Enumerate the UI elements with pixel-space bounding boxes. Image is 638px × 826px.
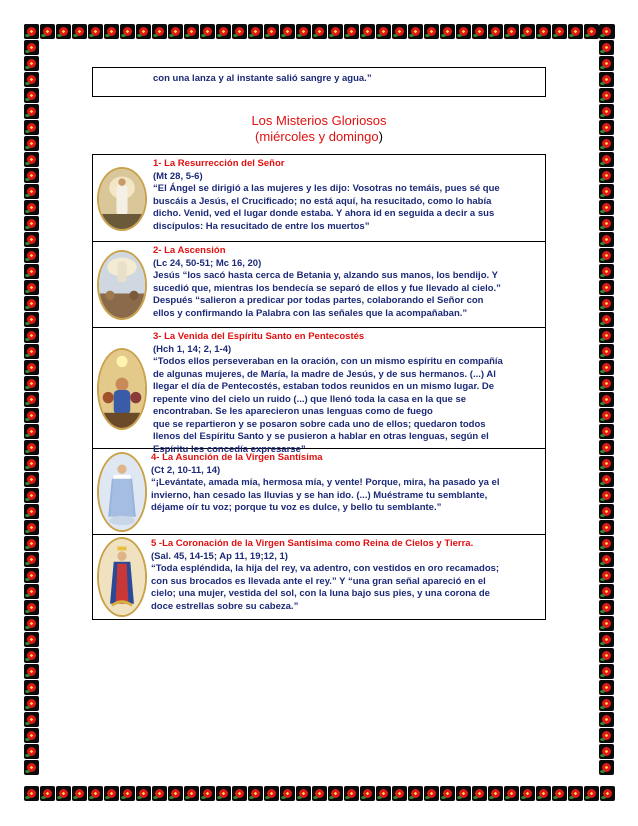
flower-tile	[168, 24, 183, 39]
flower-tile	[232, 786, 247, 801]
flower-tile	[152, 786, 167, 801]
mystery-line: “¡Levántate, amada mía, hermosa mía, y vente! Porque, mira, ha pasado ya el	[151, 477, 500, 488]
mystery-title-4: 4- La Asunción de la Virgen Santísima	[151, 452, 323, 463]
mystery-line: sucedió que, mientras los bendecía se separó de ellos y fue llevado al cielo.”	[153, 282, 501, 294]
mystery-line: Espíritu les concedía expresarse”	[153, 443, 306, 455]
section-heading	[92, 113, 546, 145]
flower-tile	[152, 24, 167, 39]
flower-tile	[456, 24, 471, 39]
flower-tile	[360, 24, 375, 39]
flower-tile	[216, 786, 231, 801]
section-title: Los Misterios Gloriosos	[251, 113, 387, 128]
flower-tile	[599, 104, 614, 119]
flower-tile	[24, 248, 39, 263]
flower-tile	[599, 584, 614, 599]
flower-tile	[599, 328, 614, 343]
flower-tile	[24, 24, 39, 39]
flower-tile	[24, 616, 39, 631]
flower-tile	[216, 24, 231, 39]
flower-tile	[248, 24, 263, 39]
flower-tile	[24, 568, 39, 583]
mystery-line: dicho. Venid, ved el lugar donde estaba. Y ahora id en seguida a decir a sus	[153, 208, 495, 219]
flower-tile	[24, 184, 39, 199]
flower-tile	[88, 24, 103, 39]
flower-tile	[24, 200, 39, 215]
flower-tile	[312, 786, 327, 801]
flower-tile	[24, 504, 39, 519]
flower-tile	[599, 696, 614, 711]
flower-tile	[24, 232, 39, 247]
flower-tile	[24, 360, 39, 375]
flower-tile	[599, 248, 614, 263]
flower-tile	[599, 344, 614, 359]
flower-tile	[600, 786, 615, 801]
flower-tile	[599, 136, 614, 151]
flower-tile	[424, 786, 439, 801]
flower-tile	[328, 24, 343, 39]
right-flower-border	[599, 24, 615, 775]
flower-tile	[24, 136, 39, 151]
flower-tile	[24, 584, 39, 599]
flower-tile	[599, 568, 614, 583]
mystery-line: buscáis a Jesús, el Crucificado; no está aquí, ha resucitado, como lo había	[153, 195, 492, 207]
flower-tile	[248, 786, 263, 801]
flower-tile	[24, 440, 39, 455]
flower-tile	[504, 24, 519, 39]
flower-tile	[599, 24, 614, 39]
flower-tile	[376, 786, 391, 801]
ascension-image	[97, 250, 147, 320]
flower-tile	[552, 786, 567, 801]
flower-tile	[40, 786, 55, 801]
flower-tile	[24, 408, 39, 423]
mystery-reference-2: (Lc 24, 50-51; Mc 16, 20)	[153, 257, 262, 269]
flower-tile	[599, 280, 614, 295]
flower-tile	[24, 120, 39, 135]
intro-line: con una lanza y al instante salió sangre y agua.”	[153, 73, 372, 84]
flower-tile	[24, 760, 39, 775]
flower-tile	[599, 504, 614, 519]
flower-tile	[24, 344, 39, 359]
flower-tile	[472, 24, 487, 39]
flower-tile	[24, 88, 39, 103]
assumption-image	[97, 452, 147, 532]
flower-tile	[599, 120, 614, 135]
mystery-line: discípulos: Ha resucitado de entre los muertos”	[153, 220, 370, 232]
mystery-row-5	[93, 535, 545, 619]
flower-tile	[599, 632, 614, 647]
mystery-title-2: 2- La Ascensión	[153, 245, 226, 256]
flower-tile	[344, 24, 359, 39]
flower-tile	[360, 786, 375, 801]
flower-tile	[599, 264, 614, 279]
flower-tile	[552, 24, 567, 39]
flower-tile	[24, 648, 39, 663]
mystery-text-3	[153, 331, 543, 456]
flower-tile	[232, 24, 247, 39]
mystery-title-1: 1- La Resurrección del Señor	[153, 158, 285, 169]
mystery-reference-5: (Sal. 45, 14-15; Ap 11, 19;12, 1)	[151, 550, 288, 562]
flower-tile	[72, 24, 87, 39]
flower-tile	[599, 312, 614, 327]
mystery-line: cielo; una mujer, vestida del sol, con la luna bajo sus pies, y una corona de	[151, 588, 490, 599]
flower-tile	[24, 744, 39, 759]
flower-tile	[599, 680, 614, 695]
flower-tile	[599, 488, 614, 503]
flower-tile	[599, 712, 614, 727]
pentecost-image	[97, 348, 147, 430]
flower-tile	[280, 786, 295, 801]
flower-tile	[24, 488, 39, 503]
flower-tile	[24, 72, 39, 87]
flower-tile	[599, 376, 614, 391]
flower-tile	[24, 472, 39, 487]
flower-tile	[376, 24, 391, 39]
flower-tile	[408, 24, 423, 39]
mystery-line: llegar el día de Pentecostés, estaban todos reunidos en un mismo lugar. De	[153, 381, 495, 392]
flower-tile	[24, 376, 39, 391]
flower-tile	[599, 424, 614, 439]
flower-tile	[168, 786, 183, 801]
mystery-line: “Todos ellos perseveraban en la oración, con un mismo espíritu en compañía	[153, 356, 503, 367]
flower-tile	[24, 168, 39, 183]
flower-tile	[599, 200, 614, 215]
mystery-line: que se repartieron y se posaron sobre cada uno de ellos; quedaron todos	[153, 418, 486, 430]
flower-tile	[136, 786, 151, 801]
flower-tile	[599, 472, 614, 487]
flower-tile	[24, 680, 39, 695]
mystery-row-4	[93, 449, 545, 535]
flower-tile	[440, 786, 455, 801]
flower-tile	[599, 392, 614, 407]
flower-tile	[599, 536, 614, 551]
flower-tile	[599, 152, 614, 167]
top-flower-border	[24, 24, 615, 40]
flower-tile	[264, 24, 279, 39]
flower-tile	[504, 786, 519, 801]
flower-tile	[24, 632, 39, 647]
flower-tile	[599, 760, 614, 775]
flower-tile	[24, 296, 39, 311]
flower-tile	[599, 216, 614, 231]
section-subtitle: (miércoles y domingo)	[255, 129, 383, 144]
flower-tile	[456, 786, 471, 801]
mystery-line: doce estrellas sobre su cabeza.”	[151, 600, 299, 612]
flower-tile	[24, 728, 39, 743]
flower-tile	[88, 786, 103, 801]
flower-tile	[24, 696, 39, 711]
mystery-text-1	[153, 158, 543, 233]
mystery-line: encontraban. Se les aparecieron unas lenguas como de fuego	[153, 406, 433, 417]
flower-tile	[599, 360, 614, 375]
mystery-text-2	[153, 245, 543, 320]
flower-tile	[599, 552, 614, 567]
flower-tile	[120, 24, 135, 39]
flower-tile	[472, 786, 487, 801]
flower-tile	[24, 216, 39, 231]
flower-tile	[599, 40, 614, 55]
mystery-line: Después “salieron a predicar por todas partes, colaborando el Señor con	[153, 295, 484, 306]
flower-tile	[599, 728, 614, 743]
flower-tile	[584, 24, 599, 39]
flower-tile	[200, 24, 215, 39]
flower-tile	[599, 616, 614, 631]
flower-tile	[520, 24, 535, 39]
flower-tile	[24, 712, 39, 727]
flower-tile	[280, 24, 295, 39]
flower-tile	[136, 24, 151, 39]
mystery-reference-3: (Hch 1, 14; 2, 1-4)	[153, 343, 232, 355]
flower-tile	[599, 744, 614, 759]
mystery-reference-1: (Mt 28, 5-6)	[153, 170, 203, 182]
mystery-reference-4: (Ct 2, 10-11, 14)	[151, 464, 221, 476]
flower-tile	[599, 520, 614, 535]
coronation-image	[97, 537, 147, 617]
flower-tile	[24, 552, 39, 567]
flower-tile	[328, 786, 343, 801]
flower-tile	[599, 664, 614, 679]
flower-tile	[408, 786, 423, 801]
mystery-row-3	[93, 328, 545, 455]
flower-tile	[24, 456, 39, 471]
flower-tile	[599, 408, 614, 423]
bottom-flower-border	[24, 786, 615, 802]
flower-tile	[536, 24, 551, 39]
mystery-line: repente vino del cielo un ruido (...) que llenó toda la casa en la que se	[153, 393, 467, 405]
flower-tile	[488, 24, 503, 39]
mystery-line: con sus brocados es llevada ante el rey.” Y “una gran señal apareció en el	[151, 575, 486, 587]
mystery-title-5: 5 -La Coronación de la Virgen Santísima como Reina de Cielos y Tierra.	[151, 538, 474, 549]
mystery-line: de algunas mujeres, de María, la madre de Jesús, y de sus hermanos. (...) Al	[153, 368, 496, 380]
flower-tile	[520, 786, 535, 801]
flower-tile	[599, 600, 614, 615]
mystery-row-2	[93, 242, 545, 328]
flower-tile	[392, 24, 407, 39]
flower-tile	[392, 786, 407, 801]
flower-tile	[24, 328, 39, 343]
flower-tile	[184, 24, 199, 39]
flower-tile	[488, 786, 503, 801]
flower-tile	[40, 24, 55, 39]
flower-tile	[568, 24, 583, 39]
flower-tile	[24, 104, 39, 119]
flower-tile	[599, 56, 614, 71]
mysteries-table	[92, 154, 546, 620]
flower-tile	[296, 24, 311, 39]
flower-tile	[104, 24, 119, 39]
flower-tile	[312, 24, 327, 39]
flower-tile	[599, 184, 614, 199]
flower-tile	[344, 786, 359, 801]
mystery-title-3: 3- La Venida del Espíritu Santo en Pentecostés	[153, 331, 365, 342]
mystery-line: “Toda espléndida, la hija del rey, va adentro, con vestidos en oro recamados;	[151, 563, 500, 574]
flower-tile	[24, 264, 39, 279]
resurrection-image	[97, 167, 147, 231]
flower-tile	[24, 40, 39, 55]
flower-tile	[184, 786, 199, 801]
mystery-line: llenos del Espíritu Santo y se pusieron a hablar en otras lenguas, según el	[153, 431, 489, 442]
flower-tile	[599, 440, 614, 455]
flower-tile	[296, 786, 311, 801]
flower-tile	[24, 600, 39, 615]
mystery-text-5	[151, 538, 543, 613]
mystery-text-4	[151, 452, 543, 515]
flower-tile	[24, 520, 39, 535]
flower-tile	[599, 72, 614, 87]
flower-tile	[24, 152, 39, 167]
flower-tile	[536, 786, 551, 801]
flower-tile	[56, 24, 71, 39]
mystery-line: déjame oír tu voz; porque tu voz es dulce, y bello tu semblante.”	[151, 502, 442, 513]
flower-tile	[568, 786, 583, 801]
mystery-line: “El Ángel se dirigió a las mujeres y les dijo: Vosotras no temáis, pues sé que	[153, 183, 500, 194]
mystery-line: Jesús “los sacó hasta cerca de Betania y, alzando sus manos, los bendijo. Y	[153, 270, 498, 281]
flower-tile	[24, 392, 39, 407]
left-flower-border	[24, 24, 40, 775]
flower-tile	[264, 786, 279, 801]
flower-tile	[424, 24, 439, 39]
flower-tile	[599, 168, 614, 183]
flower-tile	[24, 536, 39, 551]
flower-tile	[24, 786, 39, 801]
flower-tile	[599, 88, 614, 103]
flower-tile	[24, 664, 39, 679]
flower-tile	[56, 786, 71, 801]
intro-text-box	[92, 67, 546, 97]
flower-tile	[24, 56, 39, 71]
flower-tile	[599, 456, 614, 471]
flower-tile	[599, 296, 614, 311]
flower-tile	[24, 424, 39, 439]
flower-tile	[440, 24, 455, 39]
flower-tile	[120, 786, 135, 801]
mystery-row-1	[93, 155, 545, 242]
flower-tile	[24, 280, 39, 295]
flower-tile	[584, 786, 599, 801]
flower-tile	[599, 232, 614, 247]
flower-tile	[104, 786, 119, 801]
flower-tile	[24, 312, 39, 327]
flower-tile	[599, 648, 614, 663]
mystery-line: ellos y confirmando la Palabra con las señales que la acompañaban.”	[153, 307, 468, 319]
flower-tile	[200, 786, 215, 801]
flower-tile	[72, 786, 87, 801]
mystery-line: invierno, han cesado las lluvias y se han ido. (...) Muéstrame tu semblante,	[151, 489, 488, 501]
